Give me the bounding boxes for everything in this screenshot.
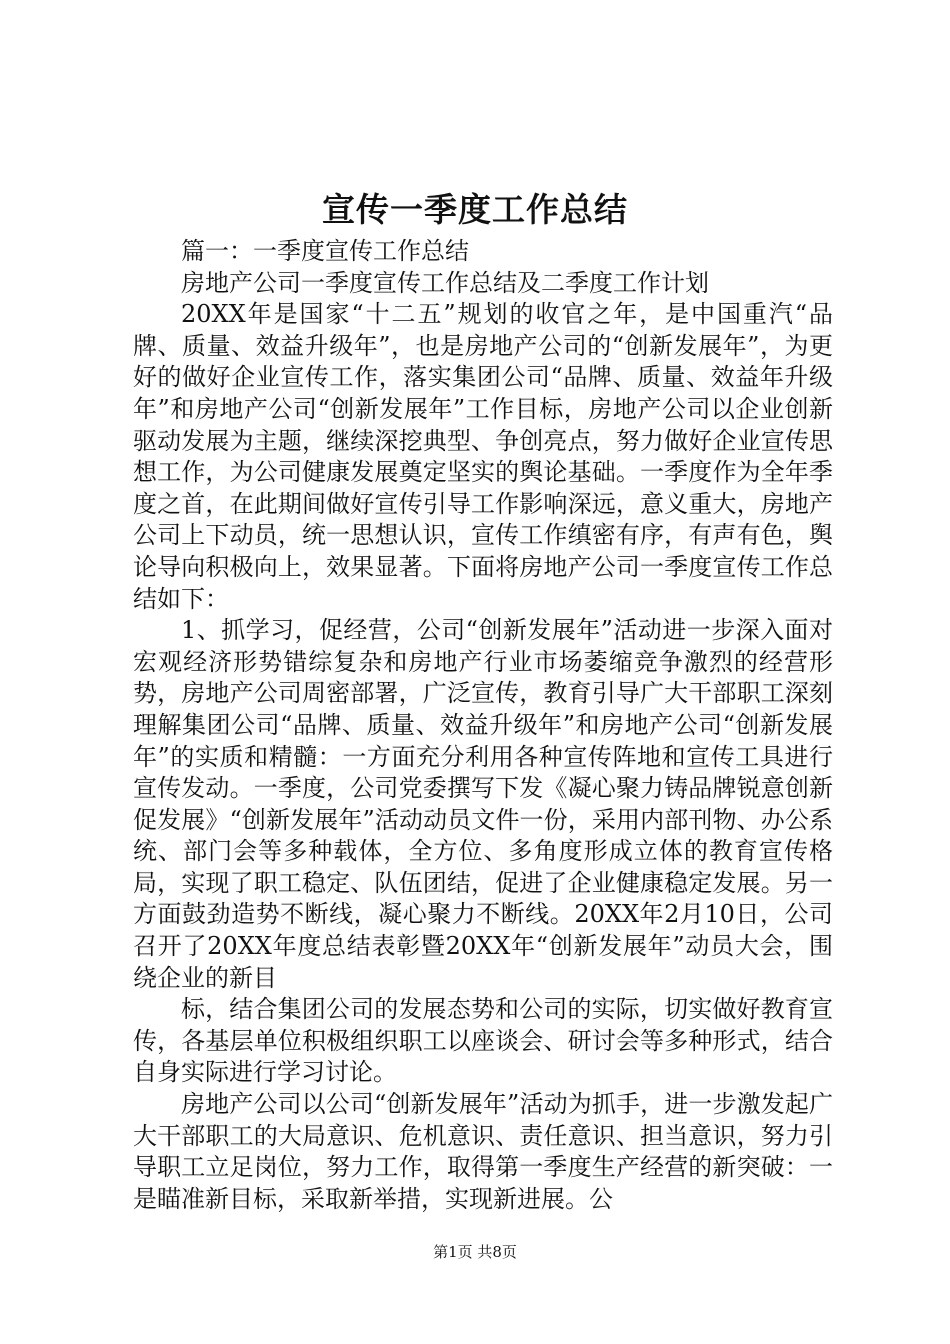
document-title: 宣传一季度工作总结 [322, 190, 628, 229]
section-subtitle: 房地产公司一季度宣传工作总结及二季度工作计划 [181, 268, 709, 297]
body-paragraph: 房地产公司以公司“创新发展年”活动为抓手，进一步激发起广大干部职工的大局意识、危机意识、责任意识、担当意识，努力引导职工立足岗位，努力工作，取得第一季度生产经营的新突破：一是瞄准新目标，采取新举措，实现新进展。公 [133, 1090, 833, 1213]
body-paragraph: 20XX年是国家“十二五”规划的收官之年，是中国重汽“品牌、质量、效益升级年”，也是房地产公司的“创新发展年”，为更好的做好企业宣传工作，落实集团公司“品牌、质量、效益年升级年”和房地产公司“创新发展年”工作目标，房地产公司以企业创新驱动发展为主题，继续深挖典型、争创亮点，努力做好企业宣传思想工作，为公司健康发展奠定坚实的舆论基础。一季度作为全年季度之首，在此期间做好宣传引导工作影响深远，意义重大，房地产公司上下动员，统一思想认识，宣传工作缜密有序，有声有色，舆论导向积极向上，效果显著。下面将房地产公司一季度宣传工作总结如下： [133, 300, 833, 613]
section-heading: 篇一：一季度宣传工作总结 [181, 237, 469, 265]
document-body [133, 236, 833, 1215]
body-paragraph: 标，结合集团公司的发展态势和公司的实际，切实做好教育宣传，各基层单位积极组织职工以座谈会、研讨会等多种形式，结合自身实际进行学习讨论。 [133, 995, 833, 1087]
body-paragraph: 1、抓学习，促经营，公司“创新发展年”活动进一步深入面对宏观经济形势错综复杂和房地产行业市场萎缩竞争激烈的经营形势，房地产公司周密部署，广泛宣传，教育引导广大干部职工深刻理解集团公司“品牌、质量、效益升级年”和房地产公司“创新发展年”的实质和精髓：一方面充分利用各种宣传阵地和宣传工具进行宣传发动。一季度，公司党委撰写下发《凝心聚力铸品牌锐意创新促发展》“创新发展年”活动动员文件一份，采用内部刊物、办公系统、部门会等多种载体，全方位、多角度形成立体的教育宣传格局，实现了职工稳定、队伍团结，促进了企业健康稳定发展。另一方面鼓劲造势不断线，凝心聚力不断线。20XX年2月10日，公司召开了20XX年度总结表彰暨20XX年“创新发展年”动员大会，围绕企业的新目 [133, 616, 833, 992]
page-number: 第1页 共8页 [433, 1243, 517, 1261]
